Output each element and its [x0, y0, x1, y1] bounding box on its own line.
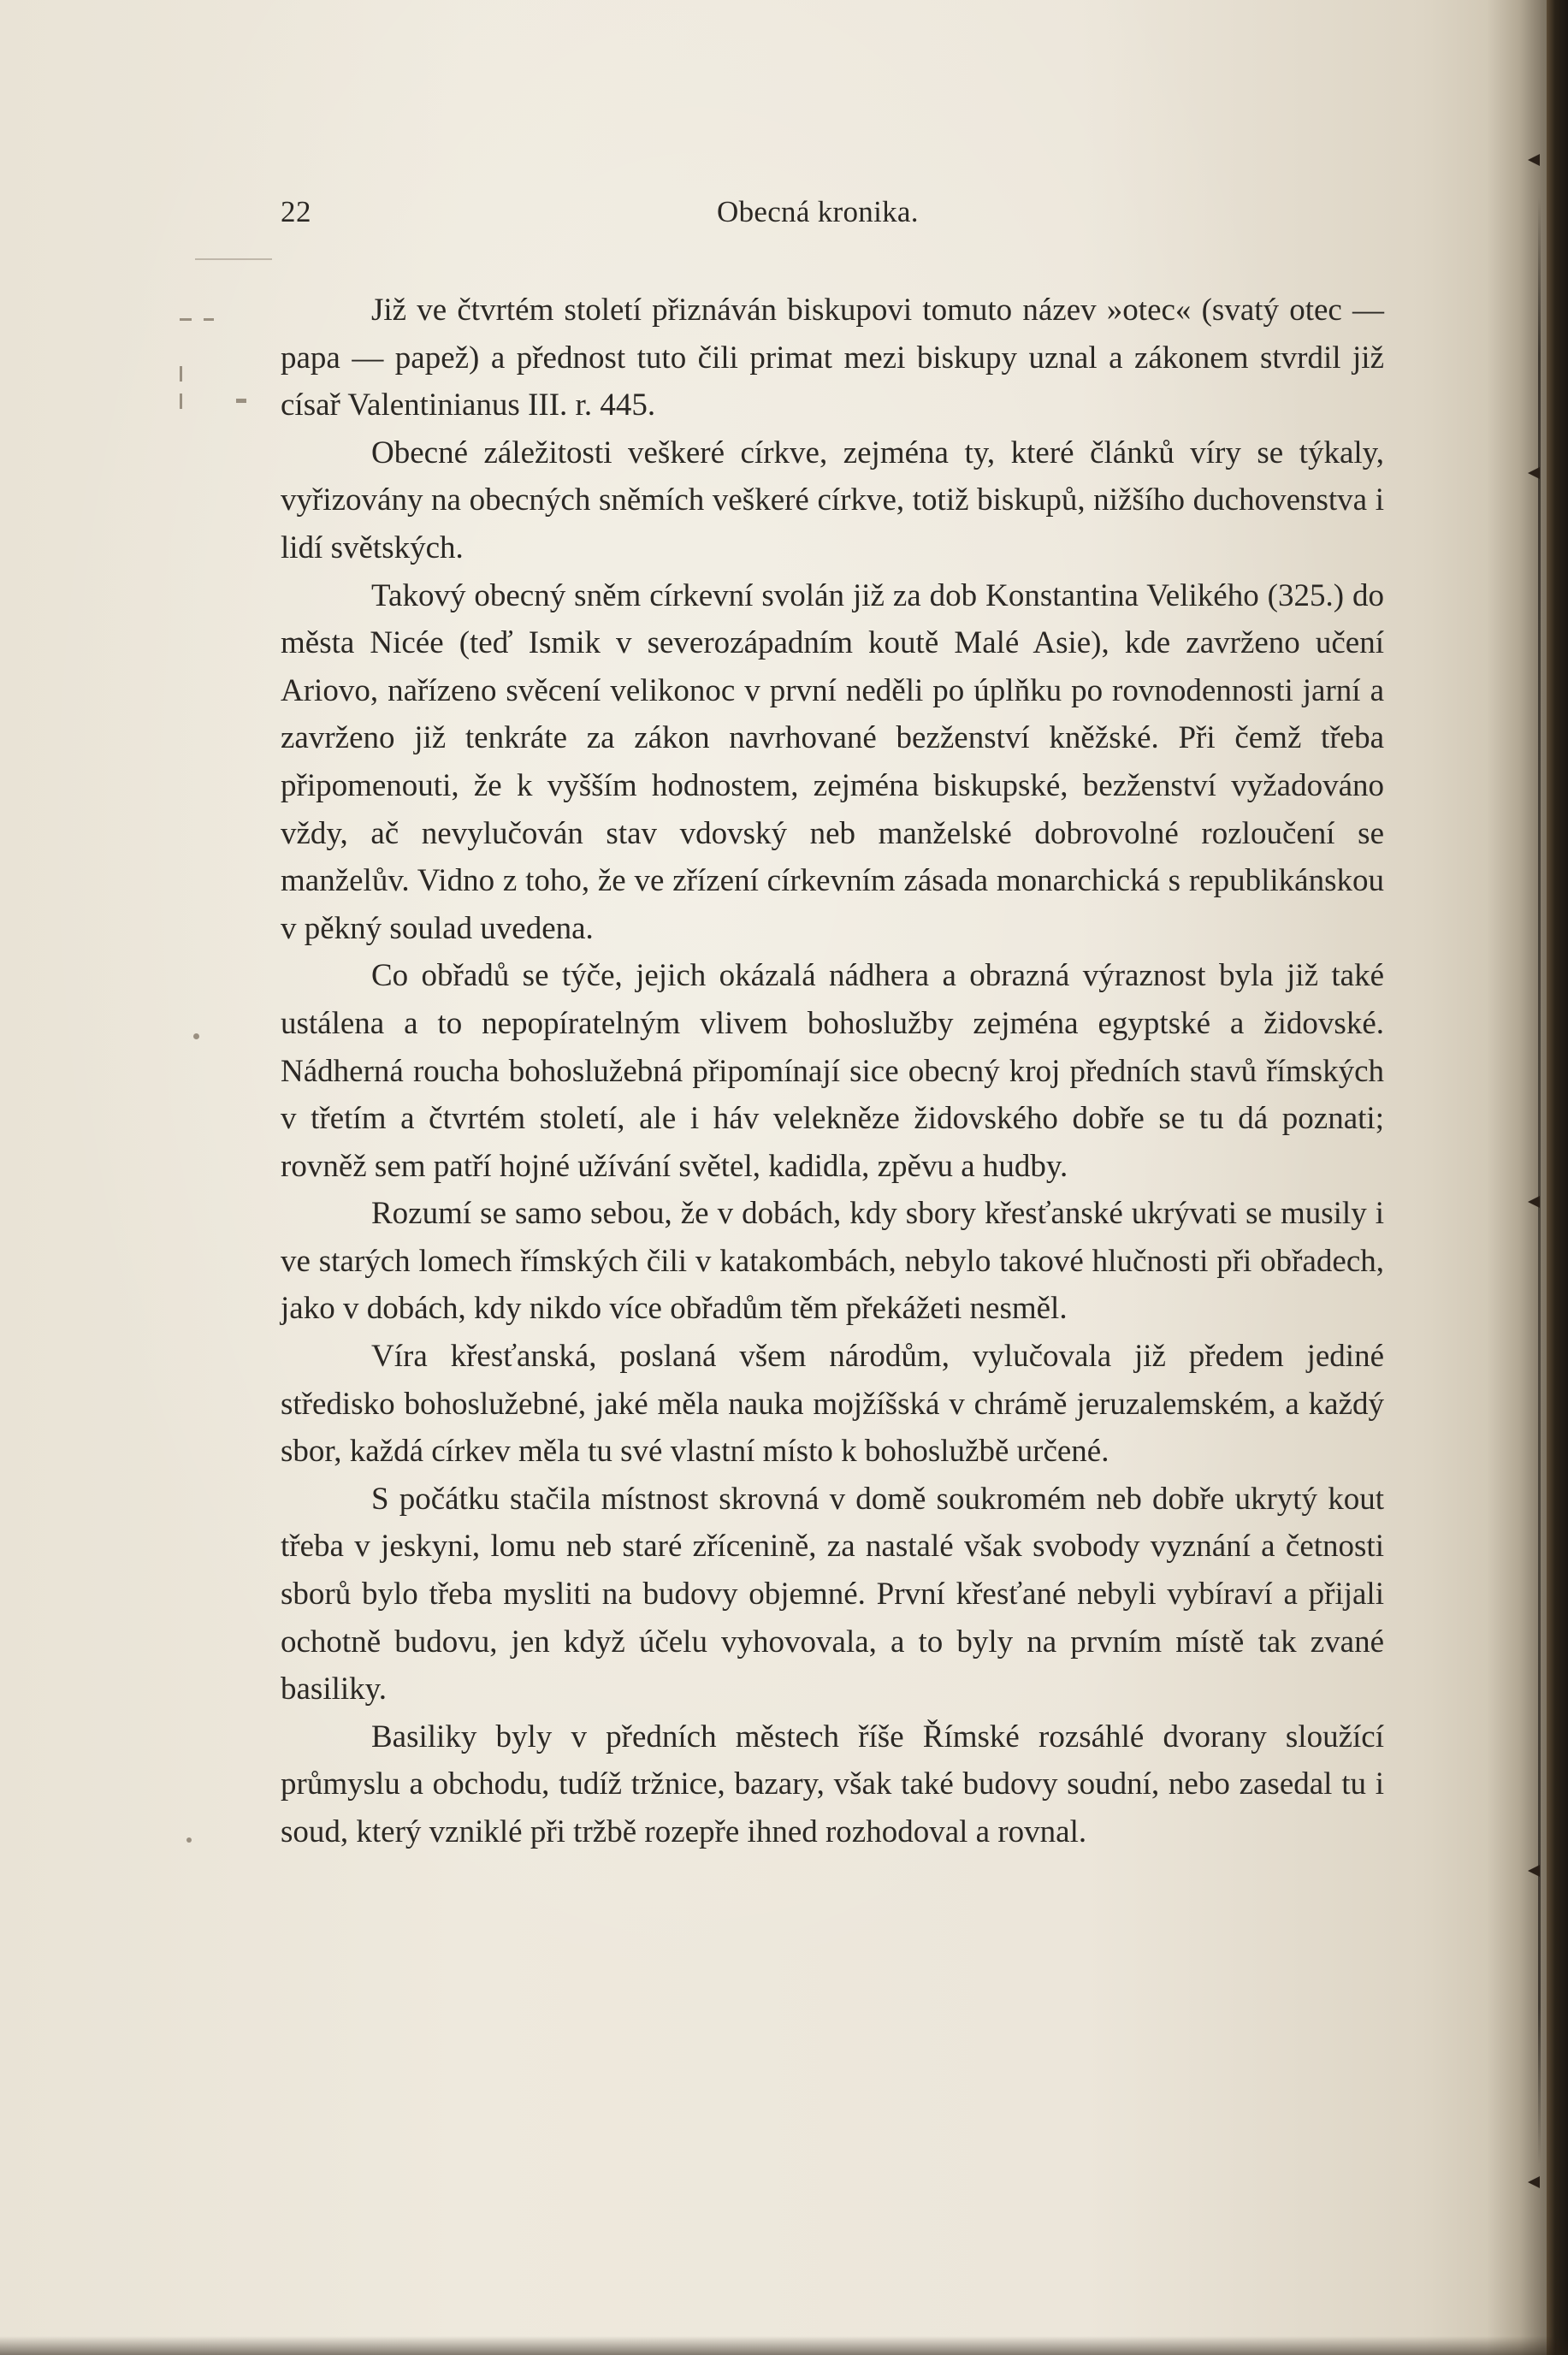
paragraph: S počátku stačila místnost skrovná v domě soukromém neb dobře ukrytý kout třeba v jeskyni, lomu neb staré zřícenině, za nastalé však svobody vyznání a četnosti sborů bylo třeba mysliti na budovy objemné. První křesťané nebyli vybíraví a přijali ochotně budovu, jen když účelu vyhovovala, a to byly na prvním místě tak zvané basiliky.: [281, 1481, 1384, 1707]
scanner-edge: [1547, 0, 1568, 2355]
margin-speck: [193, 1033, 199, 1039]
margin-speck: [180, 393, 182, 409]
margin-specks: [0, 0, 291, 2355]
page-header: [281, 195, 948, 241]
paragraph: Obecné záležitosti veškeré církve, zejména ty, které článků víry se týkaly, vyřizovány na obecných sněmích veškeré církve, totiž biskupů, nižšího duchovenstva i lidí světských.: [281, 435, 1384, 565]
margin-speck: [180, 366, 182, 382]
margin-speck: [236, 399, 246, 403]
paragraph: Víra křesťanská, poslaná všem národům, vylučovala již předem jediné středisko bohoslužebné, jaké měla nauka mojžíšská v chrámě jeruzalemském, a každý sbor, každá církev měla tu své vlastní místo k bohoslužbě určené.: [281, 1339, 1384, 1470]
margin-speck: [180, 318, 192, 321]
paragraph: Již ve čtvrtém století přiznáván biskupovi tomuto název »otec« (svatý otec — papa — papež) a přednost tuto čili primat mezi biskupy uznal a zákonem stvrdil již císař Valentinianus III. r. 445.: [281, 293, 1384, 423]
page-number: 22: [281, 195, 311, 228]
paragraph: Rozumí se samo sebou, že v dobách, kdy sbory křesťanské ukrývati se musily i ve starých lomech římských čili v katakombách, nebylo takové hlučnosti při obřadech, jako v dobách, kdy nikdo více obřadům těm překážeti nesměl.: [281, 1196, 1384, 1327]
page-bottom-shadow: [0, 2336, 1568, 2355]
paragraph: Co obřadů se týče, jejich okázalá nádhera a obrazná výraznost byla již také ustálena a to nepopíratelným vlivem bohoslužby zejména egyptské a židovské. Nádherná roucha bohoslužebná připomínají sice obecný kroj předních stavů římských v třetím a čtvrtém století, ale i háv velekněze židovského dobře se tu dá poznati; rovněž sem patří hojné užívání světel, kadidla, zpěvu a hudby.: [281, 958, 1384, 1184]
margin-speck: [186, 1837, 192, 1843]
running-head: Obecná kronika.: [717, 195, 919, 228]
paragraph: Basiliky byly v předních městech říše Římské rozsáhlé dvorany sloužící průmyslu a obchodu, tudíž tržnice, bazary, však také budovy soudní, nebo zasedal tu i soud, který vzniklé při tržbě rozepře ihned rozhodoval a rovnal.: [281, 1719, 1384, 1849]
paragraph: Takový obecný sněm církevní svolán již za dob Konstantina Velikého (325.) do města Nicée (teď Ismik v severozápadním koutě Malé Asie), kde zavrženo učení Ariovo, nařízeno svěcení velikonoc v první neděli po úplňku po rovnodennosti jarní a zavrženo již tenkráte za zákon navrhované bezženství kněžské. Při čemž třeba připomenouti, že k vyšším hodnostem, zejména biskupské, bezženství vyžadováno vždy, ač nevylučován stav vdovský neb manželské dobrovolné rozloučení se manželův. Vidno z toho, že ve zřízení církevním zásada monarchická s republikánskou v pěkný soulad uvedena.: [281, 577, 1384, 946]
margin-speck: [204, 318, 214, 321]
body-text: [281, 287, 1384, 1856]
margin-speck: [195, 258, 272, 260]
